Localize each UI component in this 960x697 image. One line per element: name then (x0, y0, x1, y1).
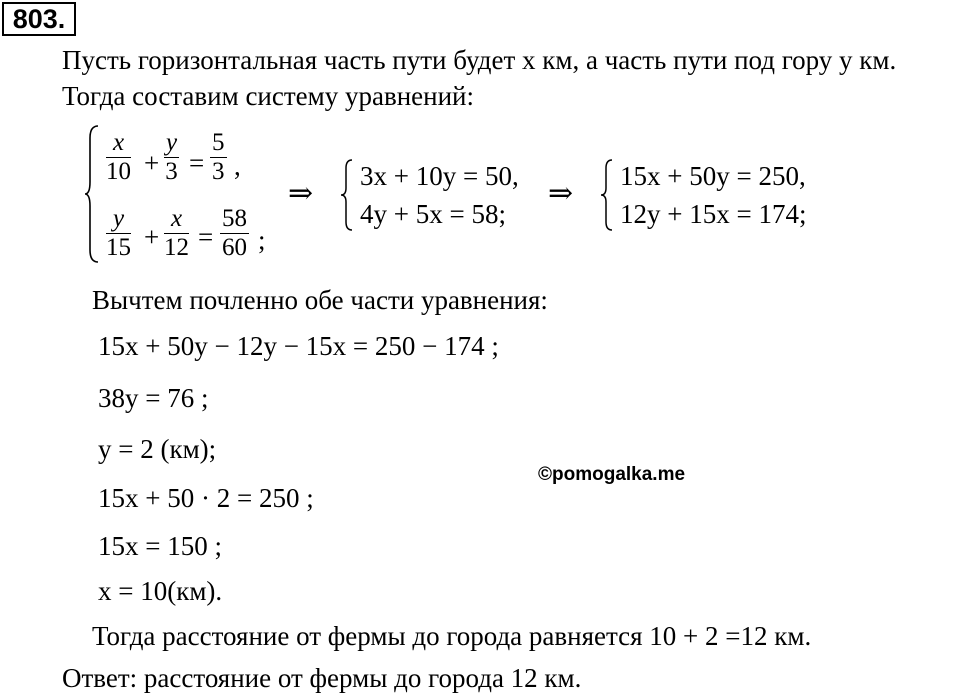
left-brace-icon (340, 158, 354, 232)
semicolon: ; (258, 225, 266, 255)
subtract-text: Вычтем почленно обе части уравнения: (92, 285, 548, 315)
answer-text: Ответ: расстояние от фермы до города 12 км. (62, 663, 582, 693)
plus-sign: + (144, 148, 160, 178)
fraction: $\frac{x}{12}$ (164, 205, 189, 261)
system-3-equation-1: 15x + 50y = 250, (620, 161, 806, 191)
fraction: $\frac{5}{3}$ (212, 129, 225, 185)
step-3: y = 2 (км); (98, 434, 217, 464)
system-2-equation-1: 3x + 10y = 50, (360, 161, 519, 191)
equals-sign: = (198, 222, 214, 252)
step-2: 38y = 76 ; (98, 383, 209, 413)
left-brace-icon (600, 158, 614, 232)
intro-line-1: Пусть горизонтальная часть пути будет x км, а часть пути под гору y км. (62, 45, 897, 75)
system-2-equation-2: 4y + 5x = 58; (360, 199, 506, 229)
implies-arrow-icon: ⇒ (288, 177, 314, 210)
step-6: x = 10(км). (98, 576, 223, 606)
fraction: $\frac{y}{3}$ (165, 129, 178, 185)
fraction: $\frac{58}{60}$ (222, 205, 247, 261)
fraction: $\frac{x}{10}$ (106, 129, 131, 185)
fraction: $\frac{y}{15}$ (106, 205, 131, 261)
equals-sign: = (189, 148, 205, 178)
plus-sign: + (144, 222, 160, 252)
comma: , (234, 151, 241, 181)
intro-line-2: Тогда составим систему уравнений: (62, 81, 475, 111)
problem-number: 803. (2, 2, 76, 36)
conclusion-text: Тогда расстояние от фермы до города равняется 10 + 2 =12 км. (92, 621, 812, 651)
left-brace-icon (84, 124, 100, 264)
step-4: 15x + 50 · 2 = 250 ; (98, 483, 314, 513)
step-5: 15x = 150 ; (98, 531, 222, 561)
step-1: 15x + 50y − 12y − 15x = 250 − 174 ; (98, 331, 499, 361)
implies-arrow-icon: ⇒ (548, 177, 574, 210)
watermark: ©pomogalka.me (538, 464, 686, 485)
system-3-equation-2: 12y + 15x = 174; (620, 199, 807, 229)
